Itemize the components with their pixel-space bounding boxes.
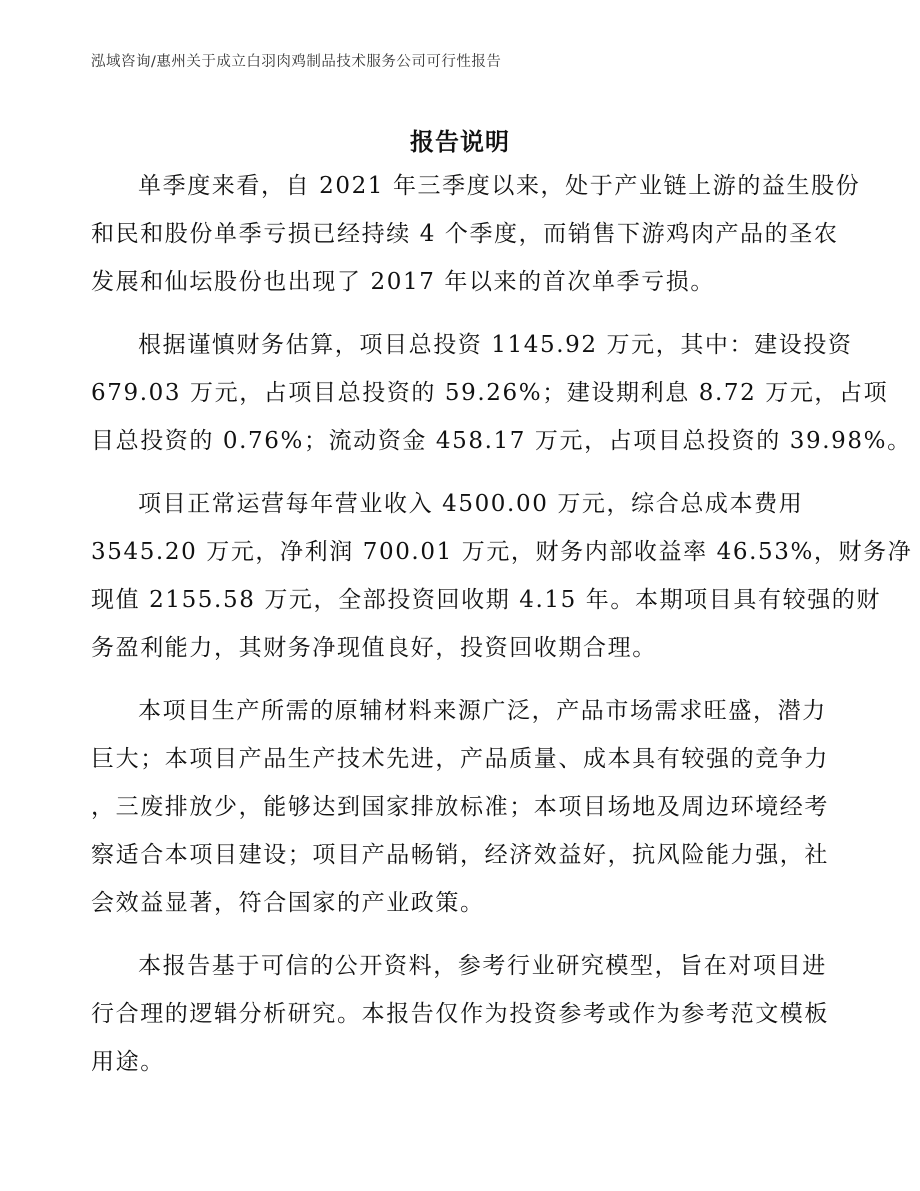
document-title: 报告说明 (410, 128, 510, 156)
paragraph-line: 根据谨慎财务估算，项目总投资 1145.92 万元，其中：建设投资 (138, 332, 853, 358)
paragraph-line: 单季度来看，自 2021 年三季度以来，处于产业链上游的益生股份 (138, 173, 861, 199)
paragraph-market-losses (91, 162, 861, 306)
document-body (91, 162, 913, 1101)
paragraph-investment-estimate (91, 321, 912, 465)
paragraph-line: 3545.20 万元，净利润 700.01 万元，财务内部收益率 46.53%，财务净 (91, 539, 913, 565)
paragraph-financial-returns (91, 480, 913, 672)
paragraph-line: 目总投资的 0.76%；流动资金 458.17 万元，占项目总投资的 39.98%。 (91, 428, 912, 454)
paragraph-line: ，三废排放少，能够达到国家排放标准；本项目场地及周边环境经考 (91, 794, 829, 820)
paragraph-line: 和民和股份单季亏损已经持续 4 个季度，而销售下游鸡肉产品的圣农 (91, 221, 839, 247)
paragraph-line: 务盈利能力，其财务净现值良好，投资回收期合理。 (91, 635, 657, 661)
paragraph-disclaimer (91, 942, 829, 1086)
paragraph-line: 679.03 万元，占项目总投资的 59.26%；建设期利息 8.72 万元，占项 (91, 380, 889, 406)
paragraph-project-advantages (91, 687, 829, 927)
paragraph-line: 项目正常运营每年营业收入 4500.00 万元，综合总成本费用 (138, 491, 804, 517)
running-header: 泓域咨询/惠州关于成立白羽肉鸡制品技术服务公司可行性报告 (91, 54, 502, 70)
paragraph-line: 察适合本项目建设；项目产品畅销，经济效益好，抗风险能力强，社 (91, 842, 829, 868)
paragraph-line: 巨大；本项目产品生产技术先进，产品质量、成本具有较强的竞争力 (91, 746, 829, 772)
paragraph-line: 本项目生产所需的原辅材料来源广泛，产品市场需求旺盛，潜力 (138, 698, 827, 724)
paragraph-line: 本报告基于可信的公开资料，参考行业研究模型，旨在对项目进 (138, 953, 827, 979)
paragraph-line: 现值 2155.58 万元，全部投资回收期 4.15 年。本期项目具有较强的财 (91, 587, 881, 613)
paragraph-line: 会效益显著，符合国家的产业政策。 (91, 890, 485, 916)
paragraph-line: 行合理的逻辑分析研究。本报告仅作为投资参考或作为参考范文模板 (91, 1001, 829, 1027)
paragraph-line: 用途。 (91, 1049, 165, 1075)
paragraph-line: 发展和仙坛股份也出现了 2017 年以来的首次单季亏损。 (91, 269, 715, 295)
